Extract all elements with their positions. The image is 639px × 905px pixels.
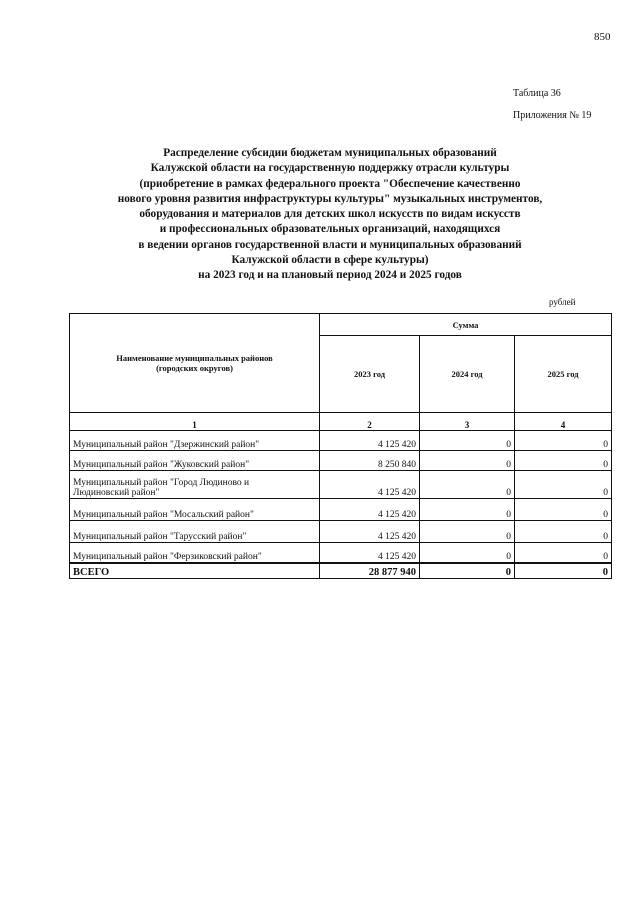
title-line: на 2023 год и на плановый период 2024 и 2025 годов <box>198 269 462 282</box>
row-2025: 0 <box>515 451 612 471</box>
table-row <box>70 471 612 499</box>
row-2024: 0 <box>420 471 515 499</box>
column-index: 3 <box>420 413 515 431</box>
row-2024: 0 <box>420 543 515 563</box>
title-line: нового уровня развития инфраструктуры культуры" музыкальных инструментов, <box>117 192 543 205</box>
row-2023: 4 125 420 <box>320 471 420 499</box>
row-name: Муниципальный район "Мосальский район" <box>70 499 320 521</box>
title-line: (приобретение в рамках федерального проекта "Обеспечение качественно <box>139 177 521 190</box>
title-line: Калужской области на государственную поддержку отрасли культуры <box>150 162 510 175</box>
title-line: Распределение субсидии бюджетам муниципальных образований <box>163 147 497 159</box>
row-2025: 0 <box>515 431 612 451</box>
row-2024: 0 <box>420 431 515 451</box>
units-label: рублей <box>549 297 576 307</box>
title-line: оборудования и материалов для детских школ искусств по видам искусств <box>139 208 521 221</box>
column-index: 2 <box>320 413 420 431</box>
table-row <box>70 499 612 521</box>
row-2023: 4 125 420 <box>320 521 420 543</box>
column-index: 4 <box>515 413 612 431</box>
row-2023: 4 125 420 <box>320 499 420 521</box>
column-header-name: Наименование муниципальных районов (городских округов) <box>70 314 320 413</box>
column-header-sum: Сумма <box>320 314 612 336</box>
row-2025: 0 <box>515 521 612 543</box>
column-header-2023: 2023 год <box>320 336 420 413</box>
row-2023: 4 125 420 <box>320 543 420 563</box>
table-row <box>70 431 612 451</box>
column-header-2024: 2024 год <box>420 336 515 413</box>
page-number: 850 <box>594 31 611 43</box>
row-name: Муниципальный район "Город Людиново и Людиновский район" <box>70 471 320 499</box>
row-2025: 0 <box>515 471 612 499</box>
subsidy-table <box>69 313 612 579</box>
total-2023: 28 877 940 <box>320 563 420 579</box>
document-title <box>60 146 600 284</box>
title-line: Калужской области в сфере культуры) <box>231 254 429 267</box>
row-2024: 0 <box>420 499 515 521</box>
appendix-reference: Приложения № 19 <box>513 110 592 121</box>
row-name: Муниципальный район "Дзержинский район" <box>70 431 320 451</box>
column-header-2025: 2025 год <box>515 336 612 413</box>
row-2025: 0 <box>515 499 612 521</box>
row-2025: 0 <box>515 543 612 563</box>
title-line: и профессиональных образовательных организаций, находящихся <box>159 223 501 236</box>
row-2024: 0 <box>420 451 515 471</box>
table-row <box>70 543 612 563</box>
total-label: ВСЕГО <box>70 563 320 579</box>
row-name: Муниципальный район "Ферзиковский район" <box>70 543 320 563</box>
column-index: 1 <box>70 413 320 431</box>
total-row <box>70 563 612 579</box>
row-2023: 8 250 840 <box>320 451 420 471</box>
total-2025: 0 <box>515 563 612 579</box>
row-name: Муниципальный район "Жуковский район" <box>70 451 320 471</box>
total-2024: 0 <box>420 563 515 579</box>
table-reference: Таблица 36 <box>513 88 561 99</box>
title-line: в ведении органов государственной власти и муниципальных образований <box>138 238 522 251</box>
row-2024: 0 <box>420 521 515 543</box>
row-2023: 4 125 420 <box>320 431 420 451</box>
table-row <box>70 521 612 543</box>
table-row <box>70 451 612 471</box>
row-name: Муниципальный район "Тарусский район" <box>70 521 320 543</box>
